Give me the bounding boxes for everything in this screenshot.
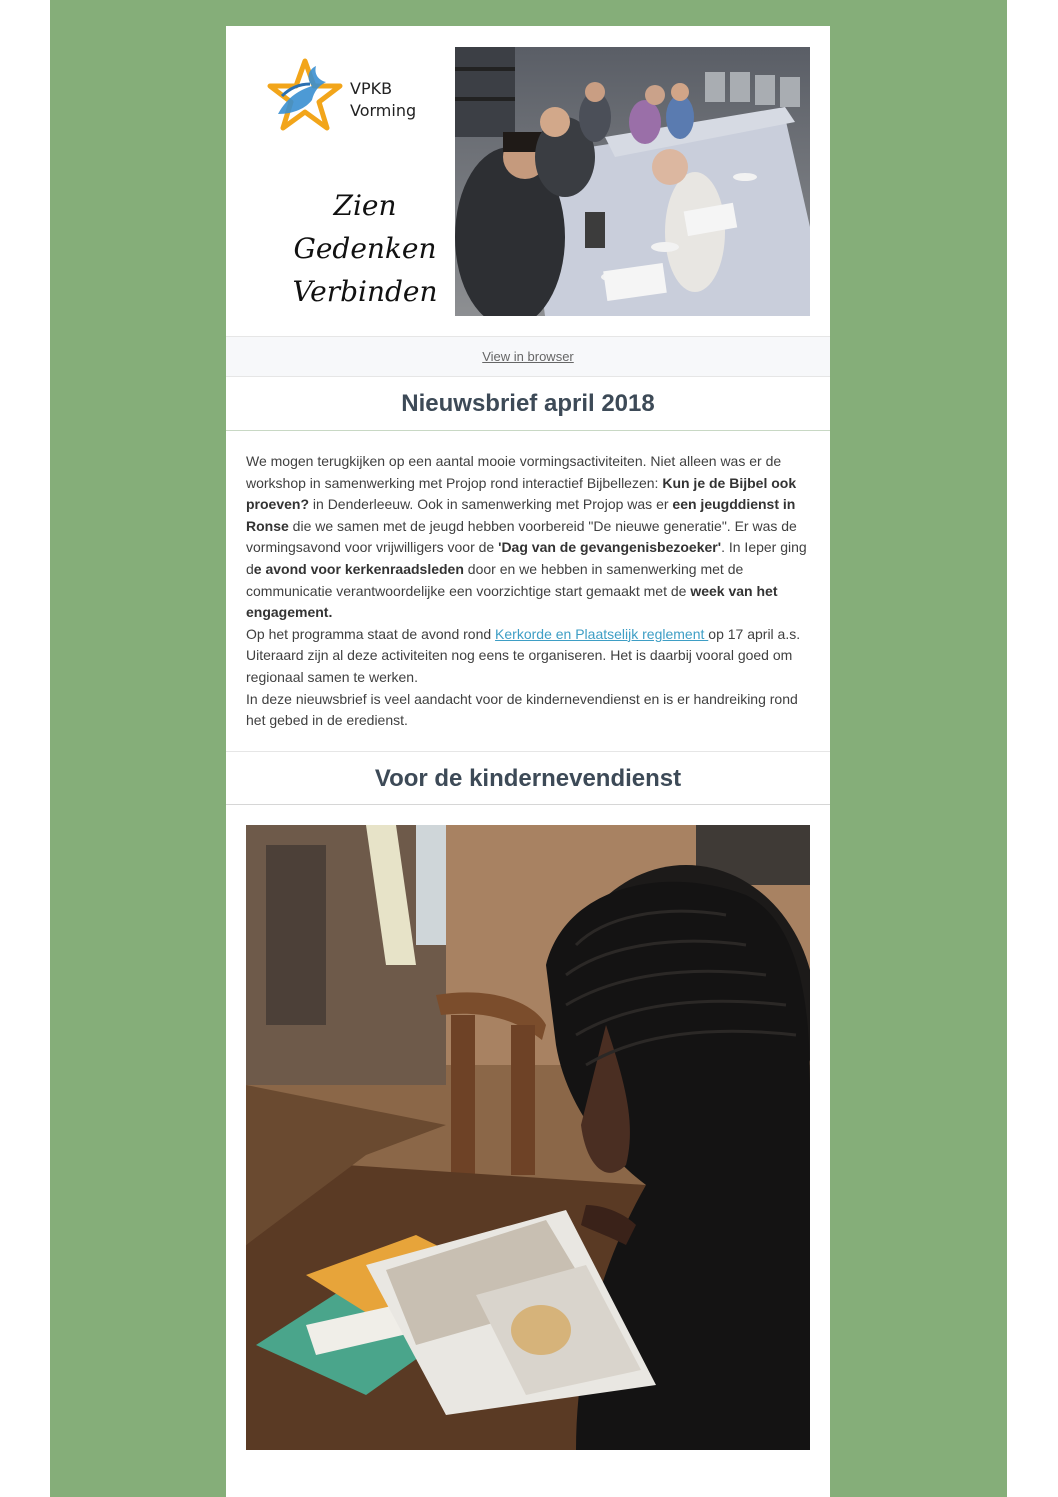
group-meeting-photo	[455, 47, 810, 316]
header	[226, 26, 830, 336]
view-in-browser-bar	[226, 336, 830, 377]
text-segment: die we samen met de jeugd hebben voorbereid "De nieuwe generatie". Er was de vormingsavond voor vrijwilligers voor de	[246, 517, 797, 556]
text-segment: We mogen terugkijken op een aantal mooie vormingsactiviteiten. Niet alleen was er de workshop in samenwerking met Projop rond interactief Bijbellezen:	[246, 453, 782, 491]
tagline-gedenken: Gedenken	[293, 232, 437, 265]
bold-bijbel-proeven: Kun je de Bijbel ook proeven?	[246, 474, 797, 513]
vpkb-logo	[260, 56, 440, 146]
kerkorde-link[interactable]: Kerkorde en Plaatselijk reglement	[495, 625, 709, 642]
intro-paragraph-1	[246, 451, 812, 624]
dove-star-icon	[260, 56, 350, 146]
text-segment: door en we hebben in samenwerking met de communicatie verantwoordelijke een voorzichtige start gemaakt met de	[246, 560, 744, 599]
newsletter-title: Nieuwsbrief april 2018	[226, 377, 830, 431]
tagline	[270, 184, 460, 313]
intro-paragraph-2	[246, 624, 812, 689]
intro-paragraph-3: In deze nieuwsbrief is veel aandacht voor de kindernevendienst en is er handreiking rond het gebed in de eredienst.	[246, 690, 798, 729]
view-in-browser-link[interactable]: View in browser	[482, 349, 574, 364]
logo-line-vorming: Vorming	[350, 101, 417, 120]
tagline-verbinden: Verbinden	[292, 275, 438, 308]
bold-week-engagement: week van het engagement.	[246, 582, 778, 621]
section-title-kindernevendienst: Voor de kindernevendienst	[226, 751, 830, 805]
bold-gevangenisbezoeker: 'Dag van de gevangenisbezoeker'	[498, 539, 722, 556]
child-reading-photo	[246, 825, 810, 1450]
text-segment: Op het programma staat de avond rond	[246, 625, 496, 642]
text-segment: in Denderleeuw. Ook in samenwerking met Projop was er	[309, 496, 673, 513]
tagline-zien: Zien	[333, 189, 397, 222]
bold-jeugddienst: een jeugddienst in Ronse	[246, 496, 796, 534]
intro-text	[246, 451, 812, 732]
logo-line-vpkb: VPKB	[350, 79, 393, 98]
newsletter-card	[226, 26, 830, 1497]
text-segment: . In Ieper ging d	[246, 539, 807, 577]
text-segment: op 17 april a.s. Uiteraard zijn al deze activiteiten nog eens te organiseren. Het is daarbij vooral goed om regionaal samen te werken.	[246, 625, 801, 685]
logo-text	[350, 78, 416, 122]
bold-kerkenraadsleden: e avond voor kerkenraadsleden	[253, 560, 464, 577]
